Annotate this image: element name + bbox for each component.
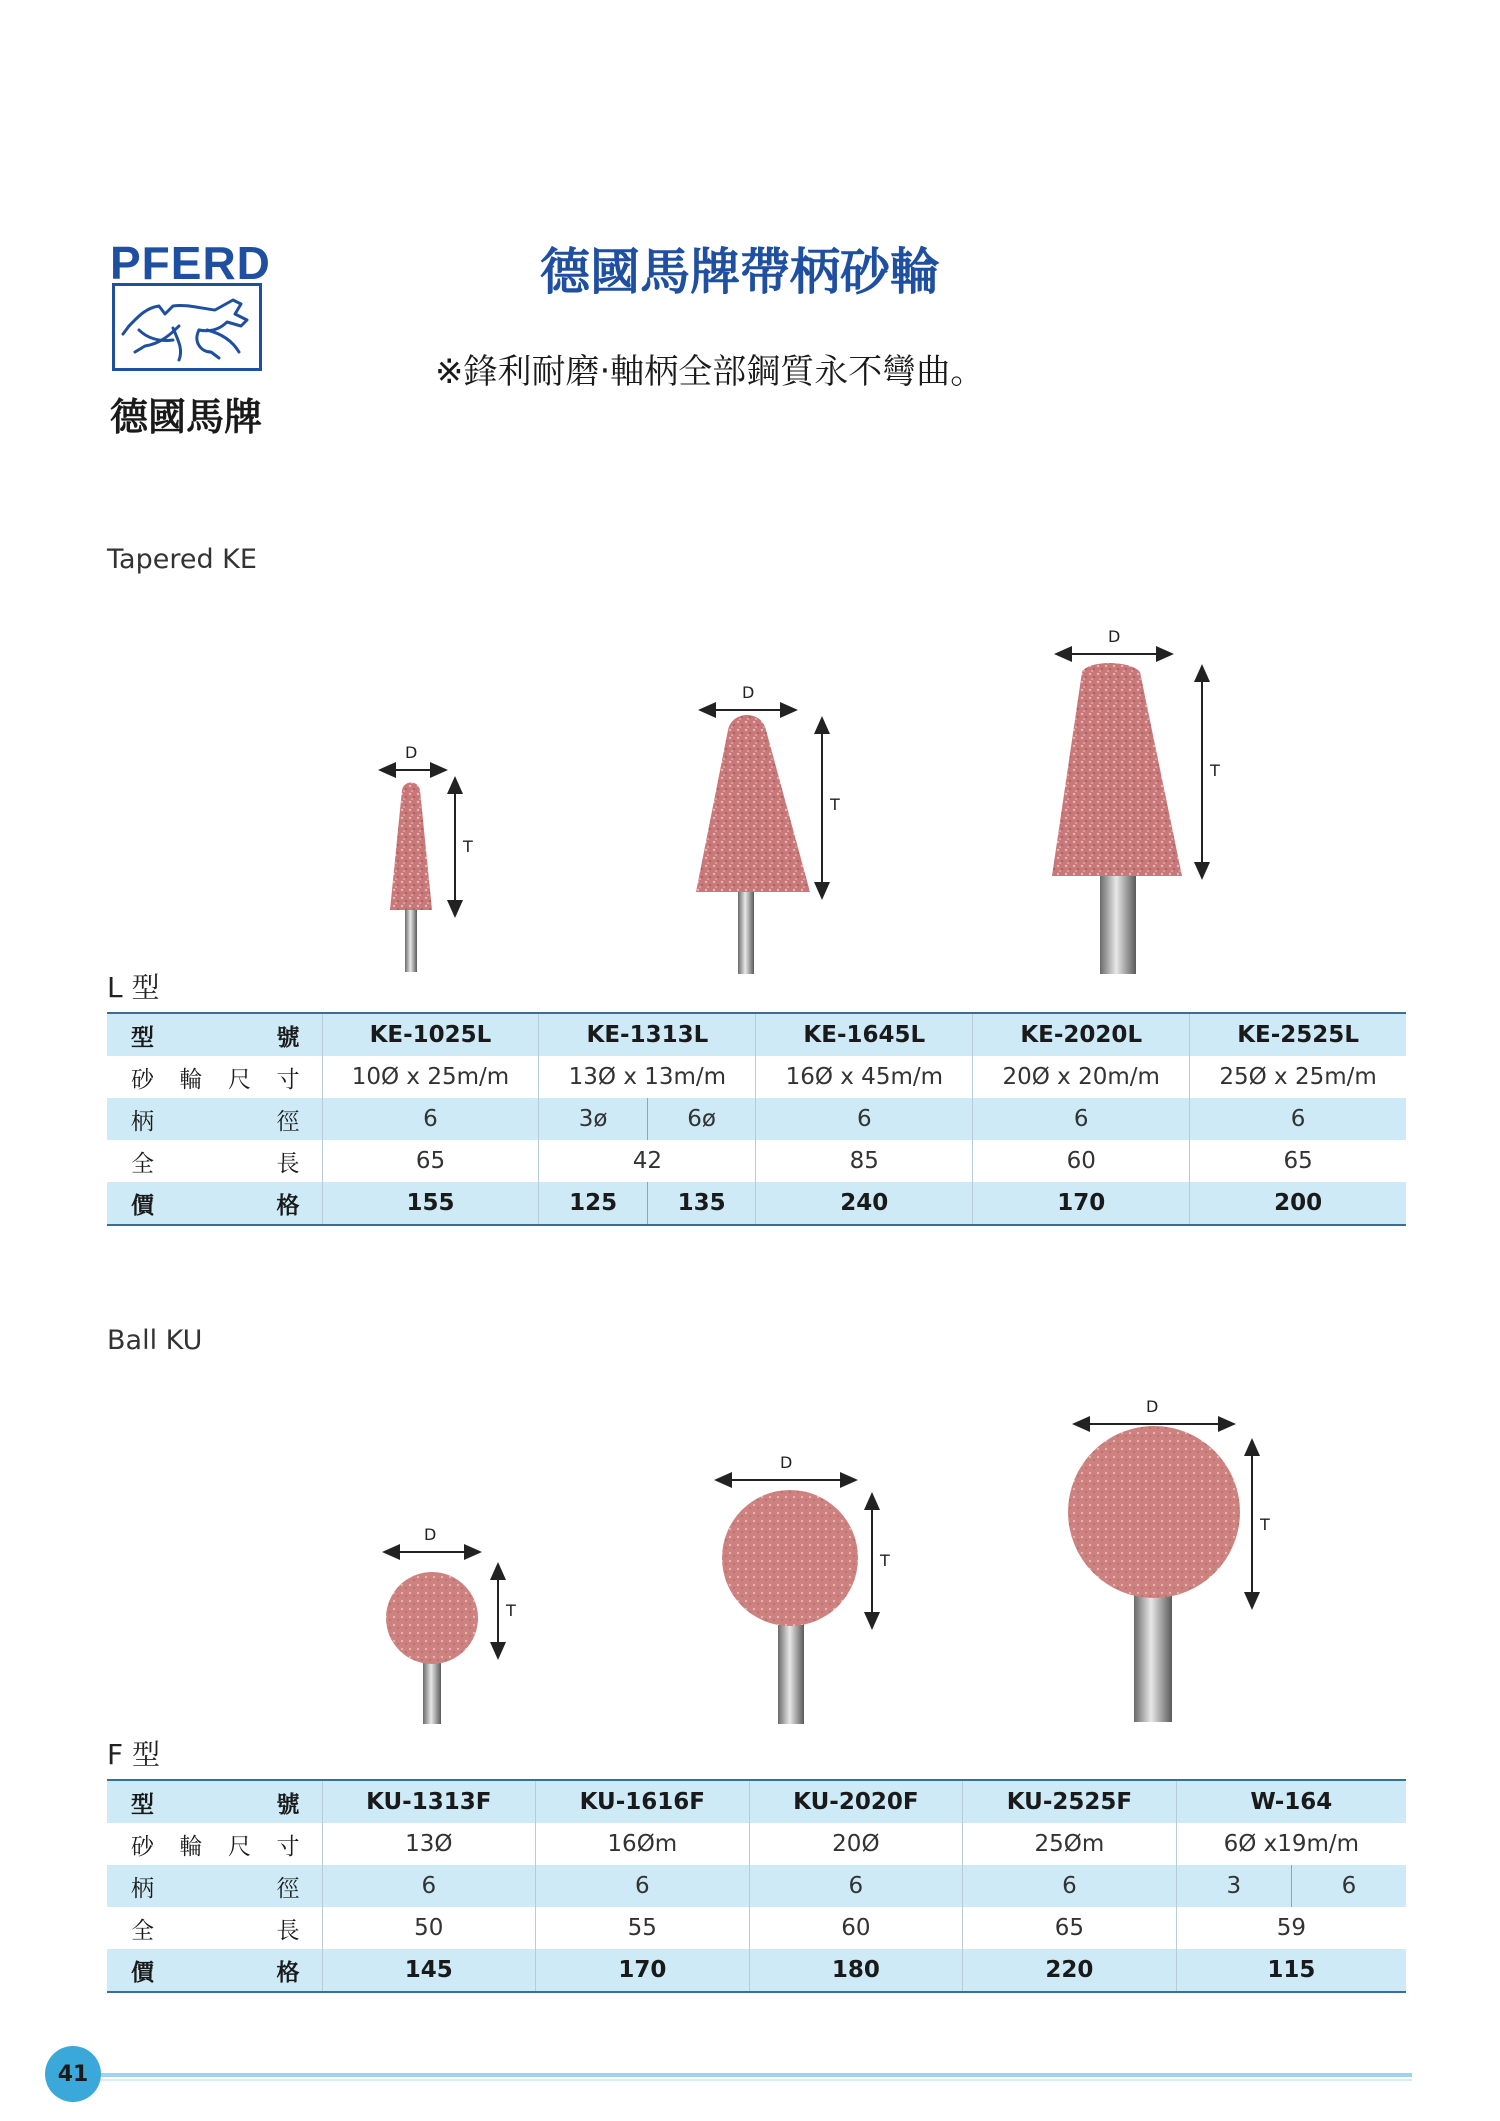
model-cell: W-164: [1176, 1780, 1406, 1823]
dim-t-label: T: [830, 795, 840, 814]
price-cell: 170: [973, 1182, 1190, 1225]
page-subtitle: ※鋒利耐磨‧軸柄全部鋼質永不彎曲。: [435, 352, 985, 392]
length-cell: 65: [322, 1140, 539, 1182]
table-row: 砂 輪 尺 寸 13Ø 16Øm 20Ø 25Øm 6Ø x19m/m: [107, 1823, 1406, 1865]
brand-logo-text: PFERD: [110, 237, 271, 289]
length-cell: 60: [749, 1907, 963, 1949]
price-cell: 115: [1176, 1949, 1406, 1992]
table-row: 柄 徑 6 6 6 6 3 6: [107, 1865, 1406, 1907]
type-label-f: F 型: [107, 1738, 161, 1771]
table-row: 型 號 KU-1313F KU-1616F KU-2020F KU-2525F W-164: [107, 1780, 1406, 1823]
ball-stone-2: [722, 1453, 890, 1724]
dim-d-label: D: [405, 743, 418, 762]
model-cell: KU-2525F: [963, 1780, 1177, 1823]
tapered-stone-3: [1052, 627, 1220, 974]
model-cell: KU-1313F: [322, 1780, 536, 1823]
model-cell: KE-2020L: [973, 1013, 1190, 1056]
length-cell: 85: [756, 1140, 973, 1182]
model-cell: KE-1645L: [756, 1013, 973, 1056]
table-row: 全 長 50 55 60 65 59: [107, 1907, 1406, 1949]
shank-cell: 6: [963, 1865, 1177, 1907]
spec-table-tapered: [107, 1012, 1406, 1226]
length-cell: 60: [973, 1140, 1190, 1182]
section-label-ball: Ball KU: [107, 1325, 203, 1356]
size-cell: 25Øm: [963, 1823, 1177, 1865]
section-label-tapered: Tapered KE: [107, 544, 257, 575]
dim-t-label: T: [880, 1551, 890, 1570]
tapered-stone-1: [386, 743, 473, 972]
footer-rule: [100, 2073, 1412, 2077]
ball-stones-illustration: [0, 1390, 1500, 1750]
size-cell: 13Ø x 13m/m: [539, 1056, 756, 1098]
page-number-badge: 41: [45, 2046, 101, 2102]
page-title: 德國馬牌帶柄砂輪: [540, 243, 940, 301]
dim-d-label: D: [780, 1453, 793, 1472]
dim-d-label: D: [1108, 627, 1121, 646]
shank-cell: 6: [749, 1865, 963, 1907]
table-row: 價 格 145 170 180 220 115: [107, 1949, 1406, 1992]
dim-t-label: T: [1260, 1515, 1270, 1534]
size-cell: 25Ø x 25m/m: [1219, 1064, 1377, 1090]
shank-cell-split: 3ø 6ø: [539, 1098, 756, 1140]
dim-t-label: T: [463, 837, 473, 856]
length-cell: 50: [322, 1907, 536, 1949]
model-cell: KU-2020F: [749, 1780, 963, 1823]
length-cell: 55: [536, 1907, 750, 1949]
size-cell: 6Ø x19m/m: [1223, 1831, 1360, 1857]
length-cell: 59: [1276, 1915, 1306, 1941]
size-cell: 20Ø: [749, 1823, 963, 1865]
shank-cell: 6: [536, 1865, 750, 1907]
ball-stone-1: [386, 1525, 516, 1724]
size-cell: 20Ø x 20m/m: [973, 1056, 1190, 1098]
shank-cell-split: 3 6: [1176, 1865, 1406, 1907]
price-cell: 220: [963, 1949, 1177, 1992]
model-cell: KE-1313L: [539, 1013, 756, 1056]
model-cell: KU-1616F: [536, 1780, 750, 1823]
ball-stone-3: [1068, 1397, 1270, 1722]
price-cell: 145: [322, 1949, 536, 1992]
table-row: 砂 輪 尺 寸 10Ø x 25m/m 13Ø x 13m/m 16Ø x 45m/m 20Ø x 20m/m 25Ø x 25m/m: [107, 1056, 1406, 1098]
table-row: 價 格 155 125 135 240 170 200: [107, 1182, 1406, 1225]
table-row: 柄 徑 6 3ø 6ø 6 6 6: [107, 1098, 1406, 1140]
price-cell-split: 125 135: [539, 1182, 756, 1225]
tapered-stone-2: [696, 683, 840, 974]
type-label-l: L 型: [107, 971, 160, 1004]
table-row: 型 號 KE-1025L KE-1313L KE-1645L KE-2020L KE-2525L: [107, 1013, 1406, 1056]
size-cell: 16Øm: [536, 1823, 750, 1865]
price-cell: 200: [1190, 1182, 1406, 1225]
shank-cell: 6: [973, 1098, 1190, 1140]
size-cell: 13Ø: [322, 1823, 536, 1865]
shank-cell: 6: [322, 1865, 536, 1907]
length-cell: 42: [539, 1140, 756, 1182]
shank-cell: 6: [756, 1098, 973, 1140]
model-cell: KE-1025L: [322, 1013, 539, 1056]
dim-d-label: D: [1146, 1397, 1159, 1416]
brand-logo-subtitle: 德國馬牌: [110, 395, 263, 439]
dim-t-label: T: [1210, 761, 1220, 780]
size-cell: 16Ø x 45m/m: [756, 1056, 973, 1098]
price-cell: 155: [322, 1182, 539, 1225]
length-cell: 65: [963, 1907, 1177, 1949]
dim-d-label: D: [742, 683, 755, 702]
length-cell: 65: [1283, 1148, 1313, 1174]
shank-cell: 6: [322, 1098, 539, 1140]
model-cell: KE-2525L: [1190, 1013, 1406, 1056]
price-cell: 180: [749, 1949, 963, 1992]
price-cell: 170: [536, 1949, 750, 1992]
table-row: 全 長 65 42 85 60 65: [107, 1140, 1406, 1182]
dim-d-label: D: [424, 1525, 437, 1544]
tapered-stones-illustration: [0, 600, 1500, 980]
horse-logo-icon: [112, 283, 262, 371]
size-cell: 10Ø x 25m/m: [322, 1056, 539, 1098]
footer-rule-light: [100, 2079, 1412, 2081]
shank-cell: 6: [1190, 1098, 1406, 1140]
spec-table-ball: [107, 1779, 1406, 1993]
dim-t-label: T: [506, 1601, 516, 1620]
price-cell: 240: [756, 1182, 973, 1225]
